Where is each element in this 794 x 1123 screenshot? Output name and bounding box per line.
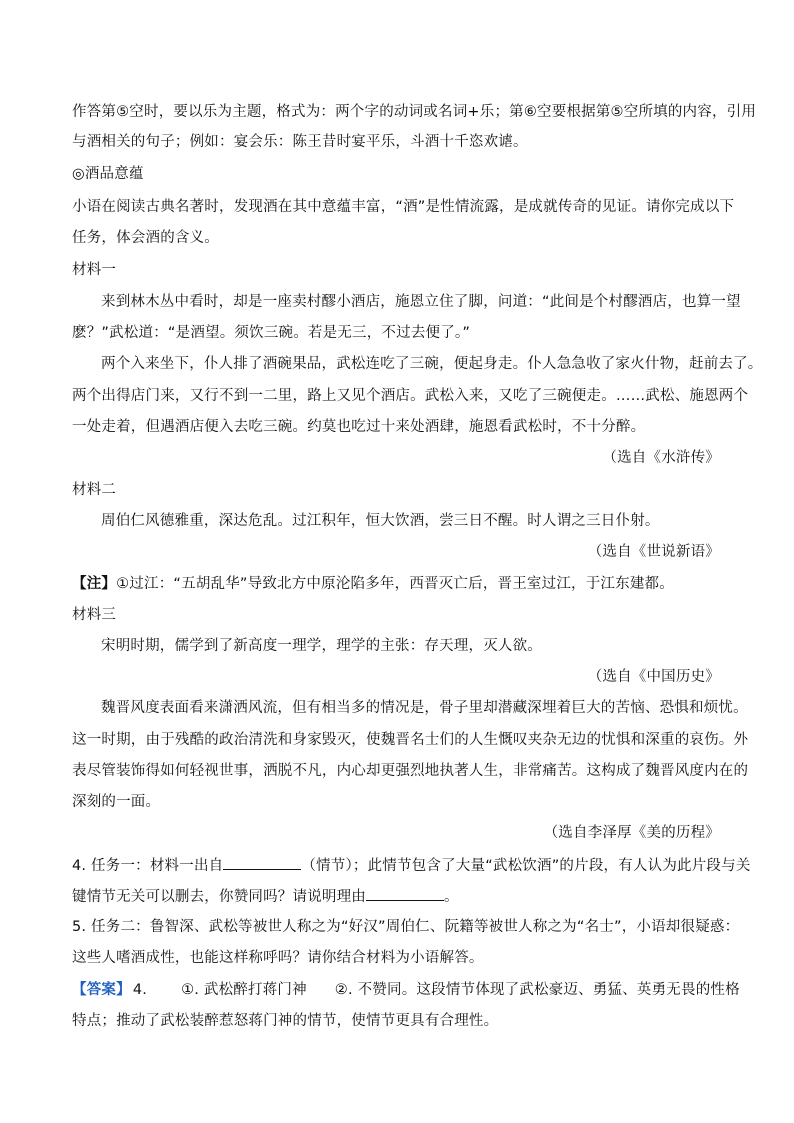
material1-source: （选自《水浒传》 xyxy=(602,450,720,466)
q4-line2-end: 。 xyxy=(444,889,459,905)
material3-para2-line4: 深刻的一面。 xyxy=(72,794,161,810)
material1-para1-line2: 麽？”武松道：“是酒望。须饮三碗。若是无三，不过去便了。” xyxy=(72,325,471,341)
material2-note xyxy=(72,574,674,594)
note-text: ①过江：“五胡乱华”导致北方中原沦陷多年，西晋灭亡后，晋王室过江，于江东建都。 xyxy=(116,576,674,592)
material3-para1: 宋明时期，儒学到了新高度一理学，理学的主张：存天理，灭人欲。 xyxy=(101,638,542,654)
answer-line-1 xyxy=(72,980,740,1000)
material3-para2-line3: 表尽管装饰得如何轻视世事，洒脱不凡，内心却更强烈地执著人生，非常痛苦。这构成了魏晋风度内在的 xyxy=(72,763,749,779)
answer-blank-1[interactable] xyxy=(223,855,301,870)
answer-item-2: ②. 不赞同。这段情节体现了武松豪迈、勇猛、英勇无畏的性格 xyxy=(334,982,740,998)
material1-para2-line3: 一处走着，但遇酒店便入去吃三碗。约莫也吃过十来处酒肆，施恩看武松时，不十分醉。 xyxy=(72,419,646,435)
material2-source: （选自《世说新语》 xyxy=(587,544,720,560)
intro-line-1: 小语在阅读古典名著时，发现酒在其中意蕴丰富，“酒”是性情流露，是成就传奇的见证。请你完成以下 xyxy=(72,199,735,215)
material3-source2: （选自李泽厚《美的历程》 xyxy=(543,825,720,841)
answer-blank-2[interactable] xyxy=(366,886,444,901)
answer-item-1: ①. 武松醉打蒋门神 xyxy=(181,982,307,998)
material1-para1-line1: 来到林木丛中看时，却是一座卖村醪小酒店，施恩立住了脚，问道：“此间是个村醪酒店，也算一望 xyxy=(101,294,741,310)
question-4-line-2 xyxy=(72,886,459,907)
material1-para2-line2: 两个出得店门来，又行不到一二里，路上又见个酒店。武松入来，又吃了三碗便走。……武松、施恩两个 xyxy=(72,388,749,404)
section-heading: ◎酒品意蕴 xyxy=(72,166,144,182)
answer-tag: 【答案】 xyxy=(72,982,131,998)
material3-para2-line1: 魏晋风度表面看来潇洒风流，但有相当多的情况是，骨子里却潜藏深埋着巨大的苦恼、恐惧和烦忧。 xyxy=(101,700,748,716)
material1-para2-line1: 两个入来坐下，仆人排了酒碗果品，武松连吃了三碗，便起身走。仆人急急收了家火什物，赶前去了。 xyxy=(101,356,763,372)
material3-para2-line2: 这一时期，由于残酷的政治清洗和身家毁灭，使魏晋名士们的人生慨叹夹杂无边的忧惧和深重的哀伤。外 xyxy=(72,732,749,748)
question-5-line-1: 5. 任务二：鲁智深、武松等被世人称之为“好汉”周伯仁、阮籍等被世人称之为“名士”，小语却很疑惑： xyxy=(72,919,740,935)
note-tag: 【注】 xyxy=(72,576,117,592)
instruction-line-2: 与酒相关的句子；例如：宴会乐：陈王昔时宴平乐，斗酒十千恣欢谑。 xyxy=(72,134,528,150)
question-4-line-1 xyxy=(72,855,751,876)
q4-suffix: （情节）；此情节包含了大量“武松饮酒”的片段，有人认为此片段与关 xyxy=(301,858,751,874)
instruction-line-1: 作答第⑤空时，要以乐为主题，格式为：两个字的动词或名词+乐；第⑥空要根据第⑤空所填的内容，引用 xyxy=(72,104,757,120)
material1-label: 材料一 xyxy=(72,262,117,278)
material3-label: 材料三 xyxy=(72,607,117,623)
material2-para: 周伯仁风德雅重，深达危乱。过江积年，恒大饮酒，尝三日不醒。时人谓之三日仆射。 xyxy=(101,513,660,529)
material3-source1: （选自《中国历史》 xyxy=(587,669,720,685)
answer-line-2: 特点；推动了武松装醉惹怒蒋门神的情节，使情节更具有合理性。 xyxy=(72,1013,499,1029)
intro-line-2: 任务，体会酒的含义。 xyxy=(72,230,219,246)
answer-num: 4. xyxy=(132,982,148,998)
q4-line2-text: 键情节无关可以删去，你赞同吗？请说明理由 xyxy=(72,889,366,905)
question-5-line-2: 这些人嗜酒成性，也能这样称呼吗？请你结合材料为小语解答。 xyxy=(72,950,484,966)
material2-label: 材料二 xyxy=(72,482,117,498)
q4-prefix: 4. 任务一：材料一出自 xyxy=(72,858,224,874)
